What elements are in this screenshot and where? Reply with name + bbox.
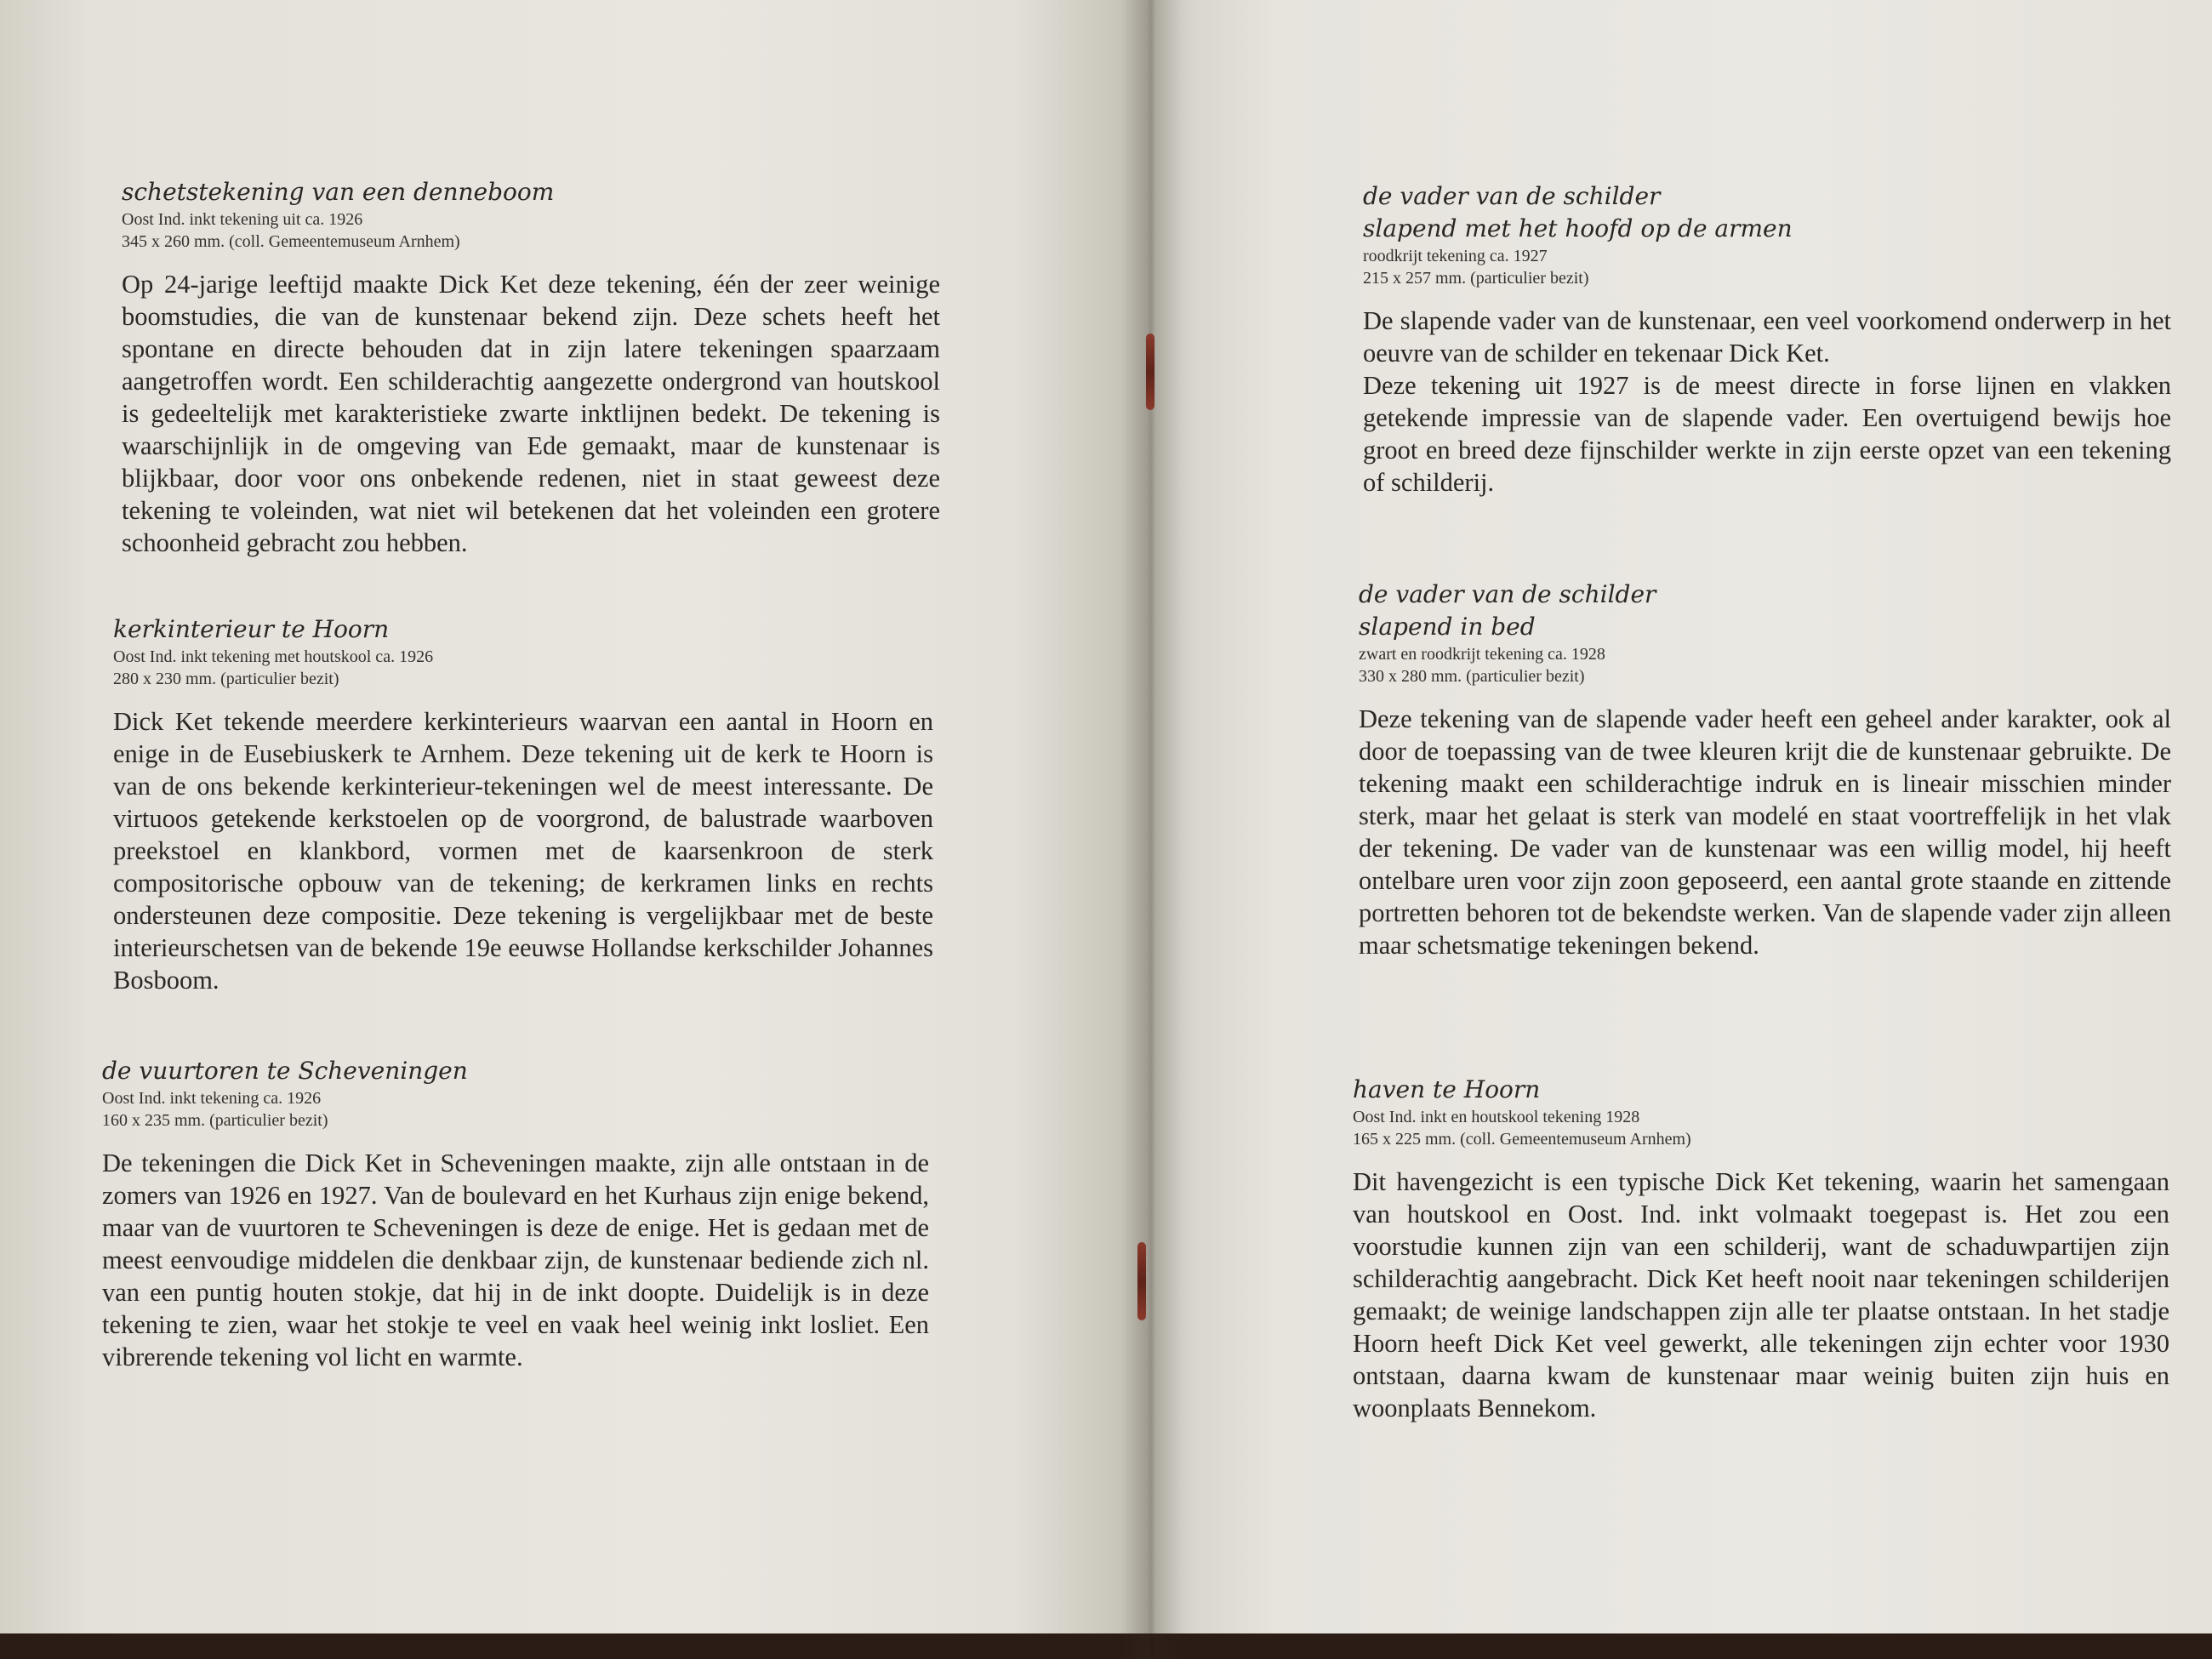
entry-title-line: slapend met het hoofd op de armen bbox=[1363, 214, 1793, 242]
entry-description bbox=[1359, 703, 2171, 961]
right-page bbox=[1150, 0, 2212, 1633]
entry-medium: Oost Ind. inkt en houtskool tekening 1928 bbox=[1353, 1108, 1640, 1126]
description-paragraph: Op 24-jarige leeftijd maakte Dick Ket deze tekening, één der zeer weinige boomstudies, die van de kunstenaar bekend zijn. Deze schets heeft het spontane en directe behouden dat in zijn latere tekeningen spaarzaam aangetroffen wordt. Een schilderachtig aangezette ondergrond van houtskool is gedeeltelijk met karakteristieke zwarte inktlijnen bedekt. De tekening is waarschijnlijk in de omgeving van Ede gemaakt, maar de kunstenaar is blijkbaar, door voor ons onbekende redenen, niet in staat geweest deze tekening te voleinden, wat niet wil betekenen dat het voleinden een grotere schoonheid gebracht zou hebben. bbox=[122, 270, 940, 557]
entry-dimensions: 160 x 235 mm. (particulier bezit) bbox=[102, 1111, 328, 1130]
entry-title: kerkinterieur te Hoorn bbox=[113, 615, 390, 643]
entry-vader-armen bbox=[1363, 180, 2171, 499]
entry-description bbox=[1363, 305, 2171, 499]
entry-dimensions: 280 x 230 mm. (particulier bezit) bbox=[113, 670, 339, 688]
entry-dimensions: 165 x 225 mm. (coll. Gemeentemuseum Arnhem) bbox=[1353, 1130, 1691, 1149]
entry-vader-bed bbox=[1359, 579, 2171, 961]
entry-medium: zwart en roodkrijt tekening ca. 1928 bbox=[1359, 645, 1605, 664]
entry-description bbox=[122, 268, 940, 559]
entry-title-line: slapend in bed bbox=[1359, 613, 1536, 641]
entry-medium: Oost Ind. inkt tekening uit ca. 1926 bbox=[122, 210, 363, 229]
description-paragraph: Deze tekening van de slapende vader heeft een geheel ander karakter, ook al door de toepassing van de twee kleuren krijt die de kunstenaar gebruikte. De tekening maakt een schilderachtige indruk en is lineair misschien minder sterk, maar het gelaat is sterk van modelé en staat voortreffelijk in het vlak der tekening. De vader van de kunstenaar was een willig model, hij heeft ontelbare uren voor zijn zoon geposeerd, een aantal grote staande en zittende portretten behoren tot de bekendste werken. Van de slapende vader zijn alleen maar schetsmatige tekeningen bekend. bbox=[1359, 704, 2171, 960]
entry-description bbox=[1353, 1166, 2169, 1424]
entry-dimensions: 215 x 257 mm. (particulier bezit) bbox=[1363, 269, 1589, 288]
entry-title-line: de vader van de schilder bbox=[1359, 580, 1656, 608]
entry-title: de vuurtoren te Scheveningen bbox=[102, 1057, 468, 1085]
entry-dimensions: 330 x 280 mm. (particulier bezit) bbox=[1359, 667, 1585, 686]
description-paragraph: Dick Ket tekende meerdere kerkinterieurs waarvan een aantal in Hoorn en enige in de Eusebiuskerk te Arnhem. Deze tekening uit de kerk te Hoorn is van de ons bekende kerkinterieur-tekeningen wel de meest interessante. De virtuoos getekende kerkstoelen op de voorgrond, de balustrade waarboven preekstoel en klankbord, vormen met de kaarsenkroon de sterk compositorische opbouw van de tekening; de kerkramen links en rechts ondersteunen deze compositie. Deze tekening is vergelijkbaar met de beste interieurschetsen van de bekende 19e eeuwse Hollandse kerkschilder Johannes Bosboom. bbox=[113, 707, 933, 995]
binding-stitch-bottom bbox=[1137, 1242, 1146, 1320]
entry-vuurtoren bbox=[102, 1055, 929, 1373]
entry-dimensions: 345 x 260 mm. (coll. Gemeentemuseum Arnhem) bbox=[122, 232, 460, 251]
entry-description bbox=[102, 1147, 929, 1373]
entry-title-line: de vader van de schilder bbox=[1363, 182, 1661, 210]
entry-description bbox=[113, 705, 933, 996]
entry-medium: Oost Ind. inkt tekening ca. 1926 bbox=[102, 1089, 322, 1108]
description-paragraph: De slapende vader van de kunstenaar, een veel voorkomend onderwerp in het oeuvre van de schilder en tekenaar Dick Ket. bbox=[1363, 306, 2171, 368]
description-paragraph: Dit havengezicht is een typische Dick Ket tekening, waarin het samengaan van houtskool en Oost. Ind. inkt volmaakt toegepast is. Het zou een voorstudie kunnen zijn van een schilderij, want de schaduwpartijen zijn schilderachtig aangebracht. Dick Ket heeft nooit naar tekeningen schilderijen gemaakt; de weinige landschappen zijn alle ter plaatse ontstaan. In het stadje Hoorn heeft Dick Ket veel gewerkt, alle tekeningen zijn echter voor 1930 ontstaan, daarna kwam de kunstenaar maar weinig buiten zijn huis en woonplaats Bennekom. bbox=[1353, 1167, 2169, 1422]
entry-haven-hoorn bbox=[1353, 1074, 2169, 1424]
entry-kerkinterieur bbox=[113, 613, 933, 996]
entry-denneboom bbox=[122, 176, 940, 559]
description-paragraph: Deze tekening uit 1927 is de meest directe in forse lijnen en vlakken getekende impressie van de slapende vader. Een overtuigend bewijs hoe groot en breed deze fijnschilder werkte in zijn eerste opzet van een tekening of schilderij. bbox=[1363, 371, 2171, 497]
entry-medium: Oost Ind. inkt tekening met houtskool ca. 1926 bbox=[113, 647, 434, 666]
binding-stitch-top bbox=[1146, 334, 1154, 410]
entry-title-line: haven te Hoorn bbox=[1353, 1075, 1541, 1103]
description-paragraph: De tekeningen die Dick Ket in Scheveningen maakte, zijn alle ontstaan in de zomers van 1926 en 1927. Van de boulevard en het Kurhaus zijn enige bekend, maar van de vuurtoren te Scheveningen is deze de enige. Het is gedaan met de meest eenvoudige middelen die denkbaar zijn, de kunstenaar bediende zich nl. van een puntig houten stokje, dat hij in de inkt doopte. Duidelijk is in deze tekening te zien, waar het stokje te veel en vaak heel weinig inkt losliet. Een vibrerende tekening vol licht en warmte. bbox=[102, 1149, 929, 1371]
entry-medium: roodkrijt tekening ca. 1927 bbox=[1363, 247, 1548, 265]
entry-title: schetstekening van een denneboom bbox=[122, 178, 555, 206]
